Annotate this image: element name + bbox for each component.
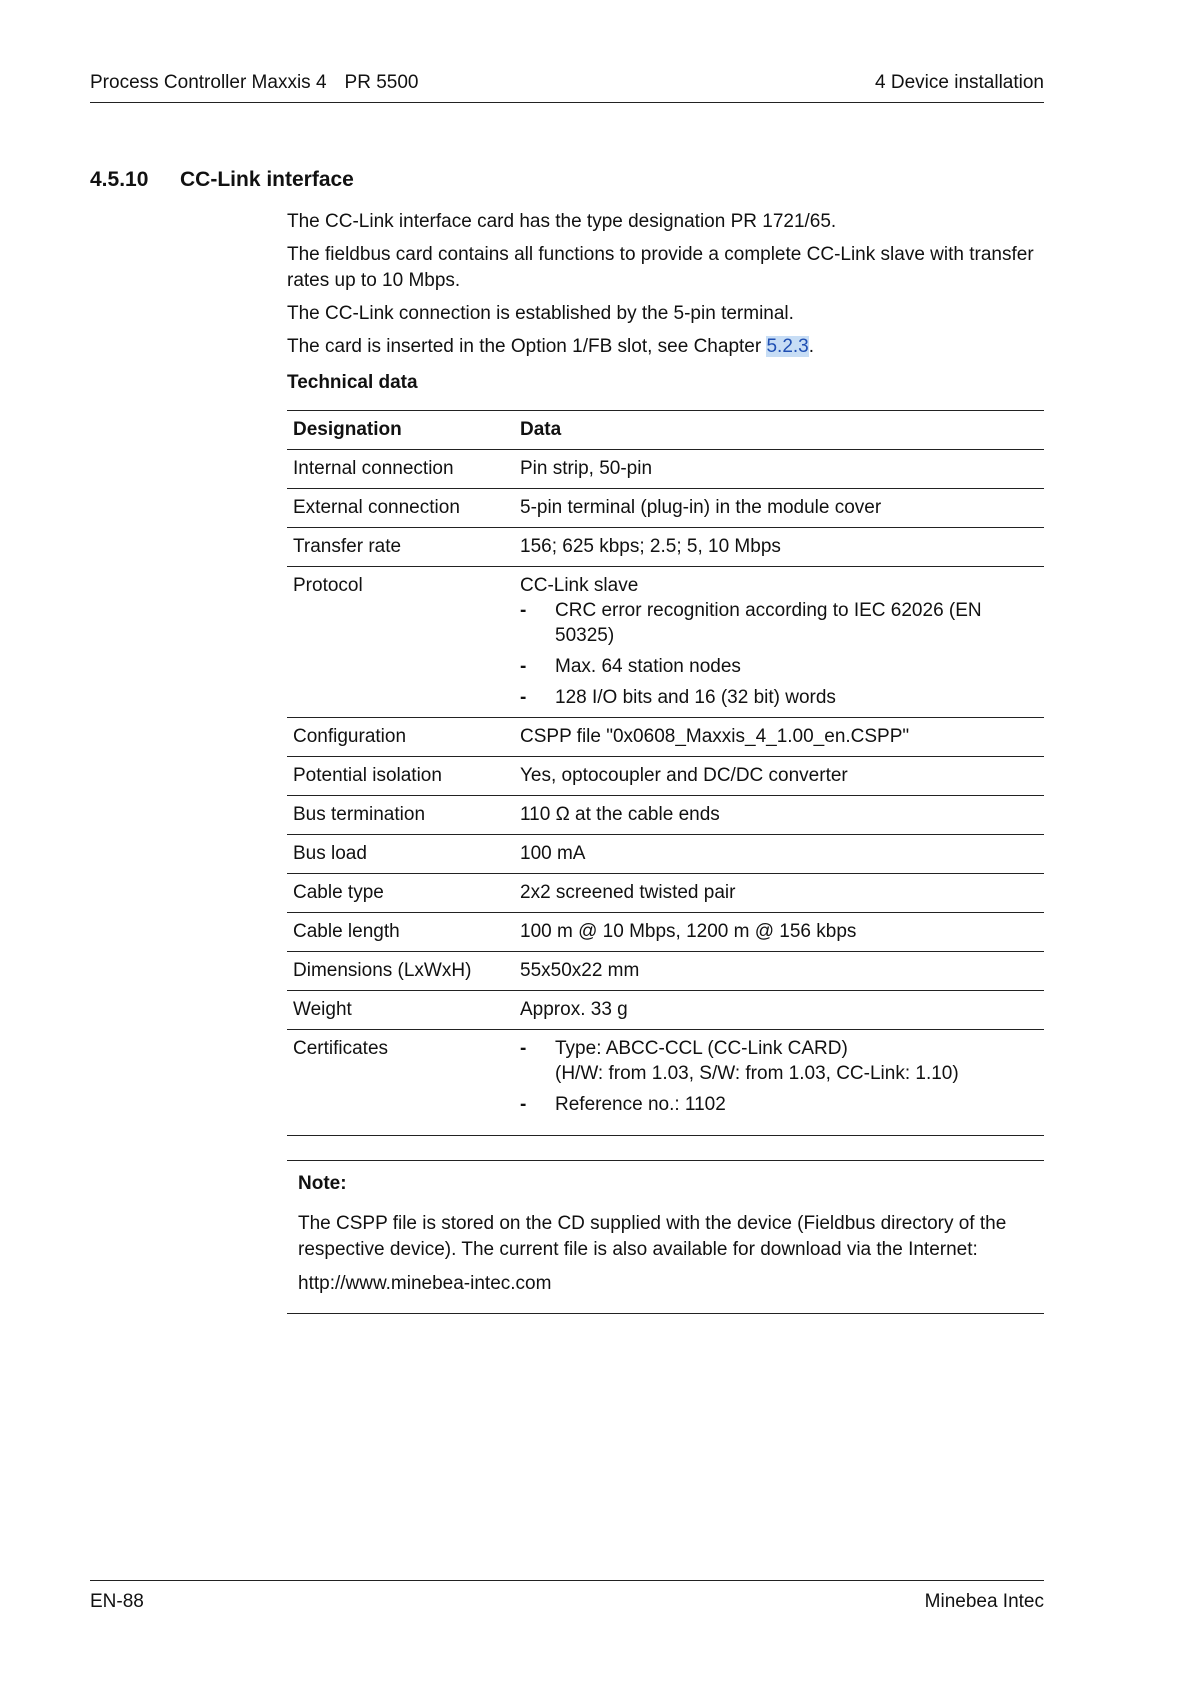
header-model: PR 5500: [344, 72, 419, 93]
row-value: 110 Ω at the cable ends: [514, 796, 1044, 835]
certificate-type: Type: ABCC-CCL (CC-Link CARD): [555, 1038, 848, 1059]
table-row: [287, 874, 1044, 913]
column-header-data: Data: [514, 411, 1044, 450]
intro-paragraph-2: The fieldbus card contains all functions to provide a complete CC-Link slave with transfer rates up to 10 Mbps.: [287, 244, 1034, 291]
list-item: - CRC error recognition according to IEC 62026 (EN 50325): [520, 598, 1038, 648]
header-chapter: 4 Device installation: [875, 72, 1044, 93]
row-label: Certificates: [287, 1030, 514, 1136]
header-product-name: Process Controller Maxxis 4: [90, 72, 327, 93]
table-row: [287, 528, 1044, 567]
table-header-row: [287, 411, 1044, 450]
table-row: [287, 718, 1044, 757]
row-label: Protocol: [287, 567, 514, 718]
section-content: [287, 209, 1044, 1136]
footer-company: Minebea Intec: [924, 1591, 1044, 1612]
note-box: [287, 1160, 1044, 1314]
certificates-list: [520, 1036, 1038, 1117]
row-value: Yes, optocoupler and DC/DC converter: [514, 757, 1044, 796]
note-title: Note:: [298, 1173, 347, 1194]
row-value: 100 m @ 10 Mbps, 1200 m @ 156 kbps: [514, 913, 1044, 952]
row-label: Transfer rate: [287, 528, 514, 567]
row-value: Pin strip, 50-pin: [514, 450, 1044, 489]
footer-page-number: EN-88: [90, 1591, 144, 1612]
row-label: Cable type: [287, 874, 514, 913]
row-label: Potential isolation: [287, 757, 514, 796]
row-label: Weight: [287, 991, 514, 1030]
table-row: [287, 991, 1044, 1030]
row-value: 2x2 screened twisted pair: [514, 874, 1044, 913]
protocol-value: CC-Link slave: [520, 575, 639, 596]
row-label: Internal connection: [287, 450, 514, 489]
row-value: 100 mA: [514, 835, 1044, 874]
table-row: [287, 757, 1044, 796]
column-header-designation: Designation: [287, 411, 514, 450]
row-value: 5-pin terminal (plug-in) in the module cover: [514, 489, 1044, 528]
note-url[interactable]: http://www.minebea-intec.com: [298, 1273, 552, 1294]
certificate-versions: (H/W: from 1.03, S/W: from 1.03, CC-Link: 1.10): [555, 1063, 959, 1084]
row-value: Approx. 33 g: [514, 991, 1044, 1030]
list-item: - 128 I/O bits and 16 (32 bit) words: [520, 685, 1038, 710]
table-row: [287, 1030, 1044, 1136]
page-footer: [90, 1580, 1044, 1612]
table-row: [287, 913, 1044, 952]
row-value: [514, 1030, 1044, 1136]
row-value: [514, 567, 1044, 718]
row-label: Cable length: [287, 913, 514, 952]
technical-data-heading: Technical data: [287, 372, 418, 393]
row-label: Configuration: [287, 718, 514, 757]
table-row: [287, 489, 1044, 528]
row-label: Bus load: [287, 835, 514, 874]
list-item: - Reference no.: 1102: [520, 1092, 1038, 1117]
table-row: [287, 450, 1044, 489]
section-heading: [90, 168, 354, 192]
row-label: Bus termination: [287, 796, 514, 835]
intro-p4-prefix: The card is inserted in the Option 1/FB slot, see Chapter: [287, 336, 767, 357]
row-label: Dimensions (LxWxH): [287, 952, 514, 991]
table-row: [287, 835, 1044, 874]
list-item: - Max. 64 station nodes: [520, 654, 1038, 679]
row-value: 156; 625 kbps; 2.5; 5, 10 Mbps: [514, 528, 1044, 567]
page-header: [90, 70, 1044, 103]
header-product: [90, 72, 418, 94]
intro-paragraph-3: The CC-Link connection is established by the 5-pin terminal.: [287, 303, 794, 324]
intro-p4-suffix: .: [808, 336, 815, 357]
chapter-link[interactable]: 5.2.3: [766, 336, 809, 357]
intro-paragraph-1: The CC-Link interface card has the type designation PR 1721/65.: [287, 211, 837, 232]
protocol-list: [520, 598, 1038, 710]
note-text: The CSPP file is stored on the CD supplied with the device (Fieldbus directory of the respective device). The current file is also available for download via the Internet:: [298, 1213, 1007, 1260]
table-row: [287, 952, 1044, 991]
technical-data-table: [287, 410, 1044, 1136]
section-title: CC-Link interface: [180, 168, 354, 191]
row-label: External connection: [287, 489, 514, 528]
list-item: [520, 1036, 1038, 1086]
row-value: CSPP file "0x0608_Maxxis_4_1.00_en.CSPP": [514, 718, 1044, 757]
table-row: [287, 567, 1044, 718]
row-value: 55x50x22 mm: [514, 952, 1044, 991]
section-number: 4.5.10: [90, 168, 149, 191]
table-row: [287, 796, 1044, 835]
intro-paragraph-4: [287, 334, 1044, 360]
